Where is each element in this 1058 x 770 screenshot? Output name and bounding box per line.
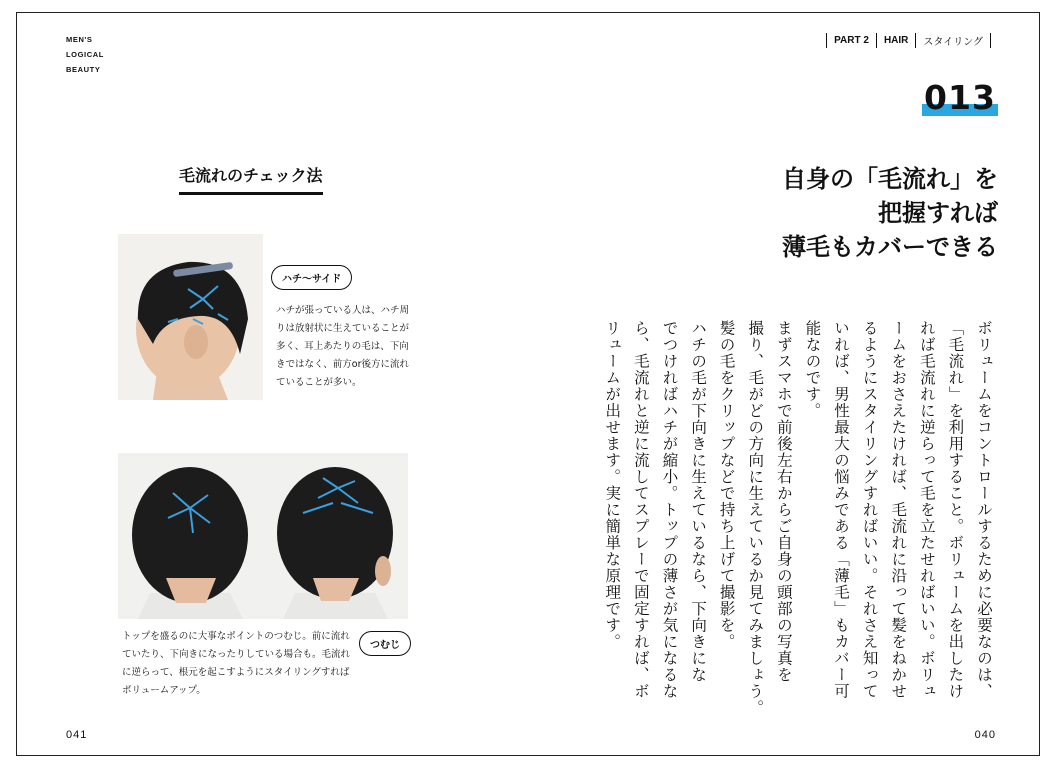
body-line: 髪の毛をクリップなどで持ち上げて撮影を。: [717, 320, 736, 650]
body-line: 「毛流れ」を利用すること。ボリュームを出したけ: [946, 320, 965, 700]
divider: [876, 33, 877, 48]
brand-line: BEAUTY: [66, 65, 101, 74]
body-line: れば毛流れに逆らって毛を立たせればいい。ボリュ: [917, 320, 936, 700]
body-line: ら、毛流れと逆に流してスプレーで固定すれば、ボ: [631, 320, 650, 700]
body-line: でつければハチが縮小。トップの薄さが気になるな: [660, 320, 679, 700]
brand-line: MEN'S: [66, 35, 93, 44]
brand-line: LOGICAL: [66, 50, 104, 59]
body-line: いれば、男性最大の悩みである「薄毛」もカバー可: [832, 320, 851, 700]
label-pill-crown: つむじ: [359, 631, 411, 656]
caption-side: ハチが張っている人は、ハチ周りは放射状に生えていることが多く、耳上あたりの毛は、下向きではなく、前方or後方に流れていることが多い。: [276, 305, 410, 388]
headline-line: 把握すれば: [878, 199, 998, 227]
section-title: 毛流れのチェック法: [179, 163, 323, 195]
page-number-right: 040: [974, 729, 996, 741]
headline: [782, 162, 998, 264]
label-pill-side: ハチ～サイド: [271, 265, 352, 290]
body-line: リュームが出せます。実に簡単な原理です。: [603, 320, 622, 650]
body-line: ームをおさえたければ、毛流れに沿って髪をねかせ: [889, 320, 908, 700]
breadcrumb-topic: HAIR: [883, 35, 909, 46]
body-line: ハチの毛が下向きに生えているなら、下向きにな: [689, 320, 708, 683]
body-line: るようにスタイリングすればいい。それさえ知って: [860, 320, 879, 700]
body-line: まずスマホで前後左右からご自身の頭部の写真を: [774, 320, 793, 683]
body-line: 撮り、毛がどの方向に生えているか見てみましょう。: [746, 320, 765, 716]
breadcrumb-section: スタイリング: [923, 37, 983, 48]
photo-side-head: [118, 234, 263, 400]
article-number: 013: [924, 78, 996, 117]
body-text: [598, 320, 998, 720]
divider: [915, 33, 916, 48]
breadcrumb-part: PART 2: [834, 35, 869, 46]
body-line: 能なのです。: [803, 320, 822, 419]
photo-crown-1: [118, 453, 263, 619]
headline-line: 薄毛もカバーできる: [782, 233, 998, 261]
photo-crown-2: [263, 453, 408, 619]
divider: [990, 33, 991, 48]
caption-crown: トップを盛るのに大事なポイントのつむじ。前に流れていたり、下向きになったりしている場合も。毛流れに逆らって、根元を起こすようにスタイリングすればボリュームアップ。: [122, 631, 351, 696]
breadcrumb: [819, 33, 998, 48]
page-number-left: 041: [66, 729, 88, 741]
article-number-block: [922, 80, 998, 116]
headline-line: 自身の「毛流れ」を: [782, 165, 998, 193]
brand-logo: [66, 32, 104, 77]
body-line: ボリュームをコントロールするために必要なのは、: [975, 320, 993, 700]
divider: [826, 33, 827, 48]
